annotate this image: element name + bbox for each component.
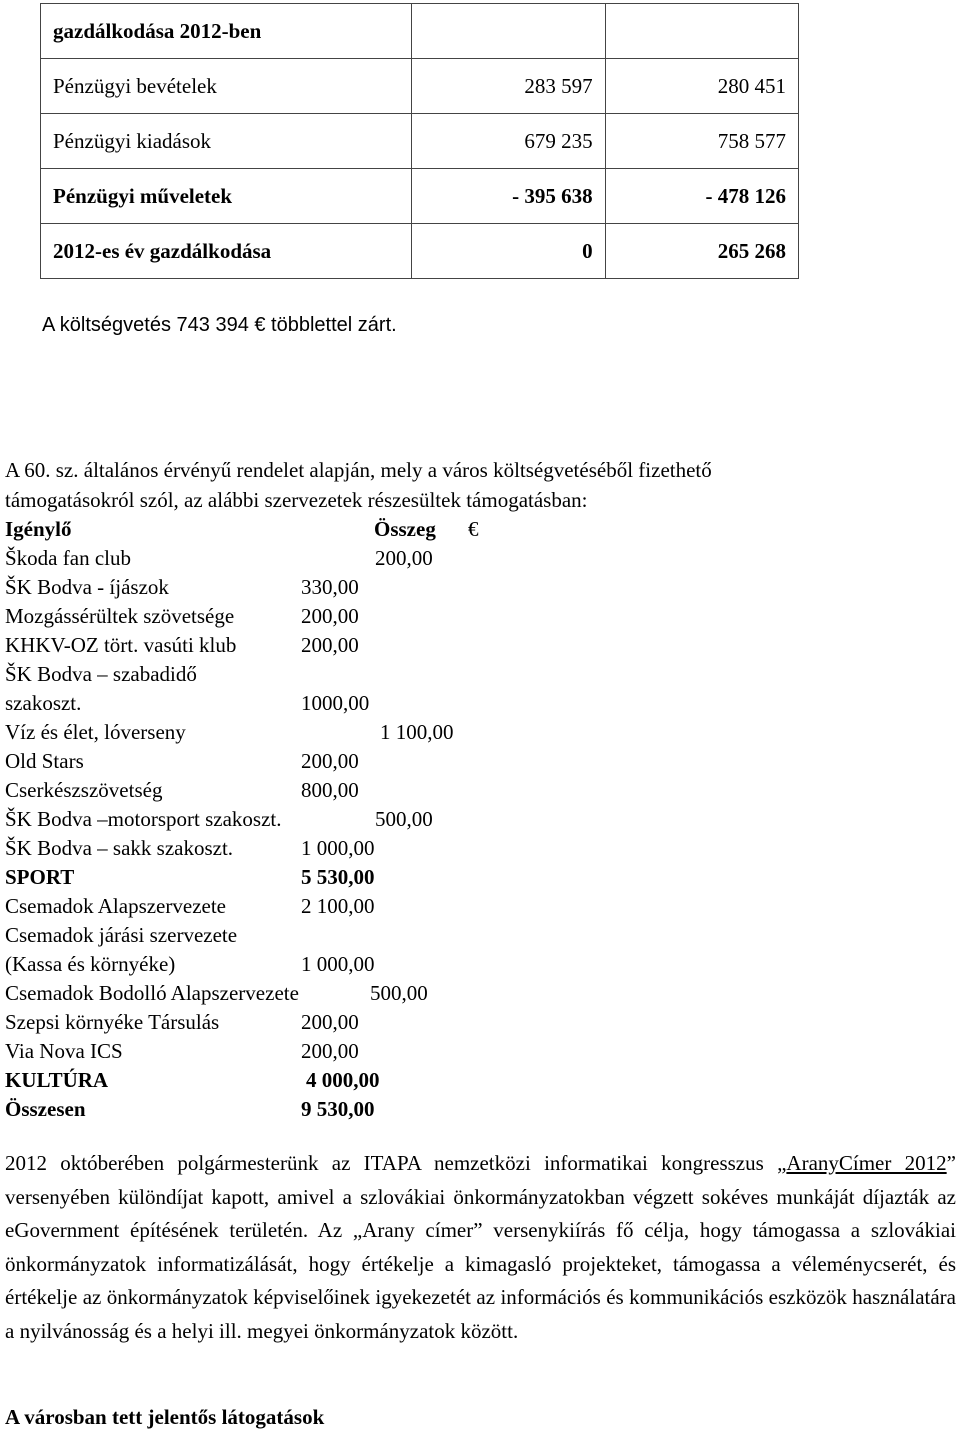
grant-name: szakoszt. [5,691,82,715]
grants-header-amount: Összeg [374,517,436,541]
grant-name: Csemadok járási szervezete [5,923,238,947]
grant-name: Mozgássérültek szövetsége [5,604,235,628]
grants-header-currency: € [468,517,479,541]
row-value-2: 265 268 [605,224,798,279]
table-title: gazdálkodása 2012-ben [41,4,412,59]
grant-name: (Kassa és környéke) [5,952,176,976]
row-value-1: 0 [412,224,605,279]
table-row [41,224,799,279]
grants-header-name: Igénylő [5,517,72,541]
row-value-1: 679 235 [412,114,605,169]
grant-amount: 1 000,00 [301,836,375,860]
paragraph-text: 2012 októberében polgármesterünk az ITAPA nemzetközi informatikai kongresszus „ [5,1151,787,1175]
grant-subtotal-amount: 4 000,00 [306,1068,380,1092]
grant-name: Csemadok Alapszervezete [5,894,226,918]
grant-name: ŠK Bodva – szabadidő [5,662,197,686]
paragraph-text: ” versenyében különdíjat kapott, amivel a szlovákiai önkormányzatokban végzett sokéves munkáját díjazták az eGovernment építésének területén. Az „Arany címer” versenykiírás fő célja, hogy támogassa a szlovákiai önkormányzatok informatizálását, hogy értékelje a kimagasló projekteket, támogassa a véleménycserét, és értékelje az önkormányzatok képviselőinek igyekezetét az információs és kommunikációs eszközök használatára a nyilvánosság és a helyi ill. megyei önkormányzatok között. [5,1151,956,1343]
grant-name: Csemadok Bodolló Alapszervezete [5,981,299,1005]
grant-amount: 2 100,00 [301,894,375,918]
grant-name: KHKV-OZ tört. vasúti klub [5,633,237,657]
intro-line-2: támogatásokról szól, az alábbi szervezetek részesültek támogatásban: [5,488,588,512]
row-label: Pénzügyi kiadások [41,114,412,169]
intro-line-1: A 60. sz. általános érvényű rendelet alapján, mely a város költségvetéséből fizethető [5,458,712,482]
row-label: Pénzügyi bevételek [41,59,412,114]
grant-name: Old Stars [5,749,84,773]
grant-name: Víz és élet, lóverseny [5,720,186,744]
table-row [41,59,799,114]
grant-amount: 1 100,00 [380,720,454,744]
table-row [41,169,799,224]
grant-name: ŠK Bodva – sakk szakoszt. [5,836,234,860]
grant-amount: 200,00 [375,546,433,570]
grant-name: Škoda fan club [5,546,131,570]
grant-name: ŠK Bodva - íjászok [5,575,169,599]
grant-amount: 200,00 [301,633,359,657]
grant-amount: 1000,00 [301,691,370,715]
row-value-1: - 395 638 [412,169,605,224]
grant-amount: 800,00 [301,778,359,802]
row-value-1: 283 597 [412,59,605,114]
grant-name: ŠK Bodva –motorsport szakoszt. [5,807,282,831]
section-heading: A városban tett jelentős látogatások [5,1405,325,1429]
grant-total-amount: 9 530,00 [301,1097,375,1121]
arany-cimer-link[interactable]: AranyCímer 2012 [786,1151,947,1175]
grant-amount: 200,00 [301,749,359,773]
grant-name: Szepsi környéke Társulás [5,1010,220,1034]
grant-amount: 1 000,00 [301,952,375,976]
grant-subtotal-name: KULTÚRA [5,1068,109,1092]
grant-total-name: Összesen [5,1097,86,1121]
grant-amount: 500,00 [375,807,433,831]
grant-amount: 500,00 [370,981,428,1005]
grant-amount: 200,00 [301,604,359,628]
grant-amount: 200,00 [301,1010,359,1034]
finance-table [40,3,799,279]
table-row [41,114,799,169]
table-row [41,4,799,59]
grant-name: Cserkészszövetség [5,778,163,802]
grant-subtotal-amount: 5 530,00 [301,865,375,889]
row-value-2: 758 577 [605,114,798,169]
grant-name: Via Nova ICS [5,1039,123,1063]
row-label: Pénzügyi műveletek [41,169,412,224]
grant-subtotal-name: SPORT [5,865,75,889]
budget-note: A költségvetés 743 394 € többlettel zárt. [42,314,397,336]
row-value-2: - 478 126 [605,169,798,224]
row-label: 2012-es év gazdálkodása [41,224,412,279]
row-value-2: 280 451 [605,59,798,114]
grant-amount: 200,00 [301,1039,359,1063]
itapa-paragraph [5,1147,956,1348]
grant-amount: 330,00 [301,575,359,599]
